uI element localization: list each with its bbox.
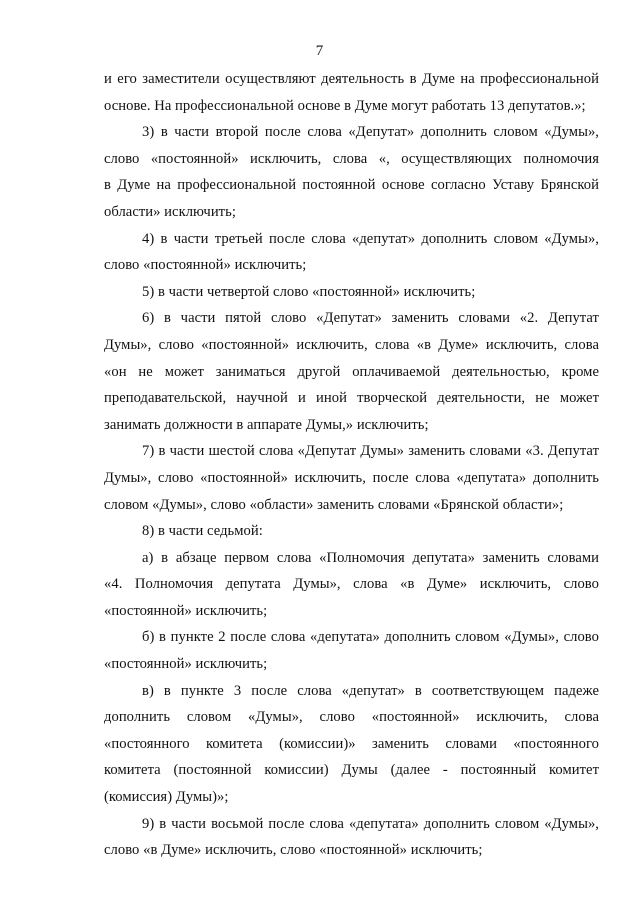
paragraph-line: 8) в части седьмой: [142,523,263,540]
text-line: основе. На профессиональной основе в Думе могут работать 13 депутатов.»; [104,97,586,114]
paragraph-line: 7) в части шестой слова «Депутат Думы» заменить словами «3. Депутат [142,443,599,460]
text-line: области» исключить; [104,203,236,220]
text-line: «постоянного комитета (комиссии)» заменить словами «постоянного [104,735,599,752]
text-line: Думы», слово «постоянной» исключить, слова «в Думе» исключить, слова [104,336,599,353]
text-line: «постоянной» исключить; [104,656,268,673]
text-line: Думы», слово «постоянной» исключить, после слова «депутата» дополнить [104,469,599,486]
paragraph-line: б) в пункте 2 после слова «депутата» дополнить словом «Думы», слово [142,629,599,646]
text-line: (комиссия) Думы)»; [104,789,229,806]
document-body [104,66,599,864]
text-line: слово «постоянной» исключить; [104,257,307,274]
text-line: «он не может заниматься другой оплачиваемой деятельностью, кроме [104,363,599,380]
text-line: занимать должности в аппарате Думы,» исключить; [104,416,429,433]
paragraph-line: 6) в части пятой слово «Депутат» заменить словами «2. Депутат [142,310,599,327]
text-line: слово «в Думе» исключить, слово «постоянной» исключить; [104,842,483,859]
text-line: словом «Думы», слово «области» заменить словами «Брянской области»; [104,496,564,513]
paragraph-line: а) в абзаце первом слова «Полномочия депутата» заменить словами [142,549,599,566]
paragraph-line: 9) в части восьмой после слова «депутата» дополнить словом «Думы», [142,815,599,832]
text-line: преподавательской, научной и иной творческой деятельности, не может [104,390,599,407]
paragraph-line: 3) в части второй после слова «Депутат» дополнить словом «Думы», [142,124,599,141]
text-line: дополнить словом «Думы», слово «постоянной» исключить, слова [104,709,599,726]
paragraph-line: в) в пункте 3 после слова «депутат» в соответствующем падеже [142,682,599,699]
text-line: комитета (постоянной комиссии) Думы (далее - постоянный комитет [104,762,599,779]
text-line: и его заместители осуществляют деятельность в Думе на профессиональной [104,71,599,87]
text-line: слово «постоянной» исключить, слова «, осуществляющих полномочия [104,150,599,167]
text-line: «4. Полномочия депутата Думы», слова «в Думе» исключить, слово [104,576,599,593]
text-line: «постоянной» исключить; [104,602,268,619]
text-line: в Думе на профессиональной постоянной основе согласно Уставу Брянской [104,177,599,194]
paragraph-line: 5) в части четвертой слово «постоянной» исключить; [142,283,476,300]
paragraph-line: 4) в части третьей после слова «депутат» дополнить словом «Думы», [142,230,599,247]
page-number: 7 [315,43,324,59]
